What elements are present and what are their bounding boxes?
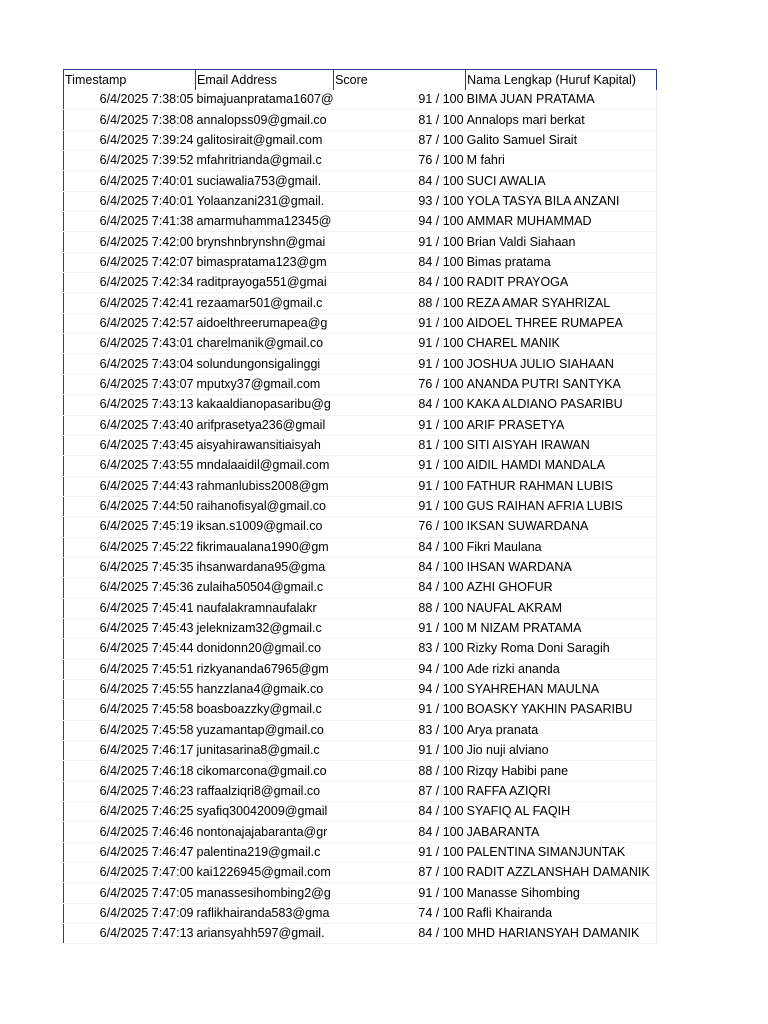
header-timestamp[interactable]: Timestamp: [64, 70, 196, 91]
header-email[interactable]: Email Address: [196, 70, 334, 91]
name-cell[interactable]: Rafli Khairanda: [466, 903, 657, 923]
score-cell[interactable]: 94 / 100: [334, 212, 466, 232]
email-cell[interactable]: aidoelthreerumapea@g: [196, 313, 334, 333]
name-cell[interactable]: IHSAN WARDANA: [466, 557, 657, 577]
score-cell[interactable]: 81 / 100: [334, 435, 466, 455]
table-row: [64, 293, 657, 313]
timestamp-cell[interactable]: 6/4/2025 7:45:43: [64, 618, 196, 638]
name-cell[interactable]: Annalops mari berkat: [466, 110, 657, 130]
email-cell[interactable]: syafiq30042009@gmail: [196, 802, 334, 822]
name-cell[interactable]: SITI AISYAH IRAWAN: [466, 435, 657, 455]
timestamp-cell[interactable]: 6/4/2025 7:43:55: [64, 456, 196, 476]
score-cell[interactable]: 84 / 100: [334, 802, 466, 822]
timestamp-cell[interactable]: 6/4/2025 7:42:41: [64, 293, 196, 313]
score-cell[interactable]: 81 / 100: [334, 110, 466, 130]
header-score[interactable]: Score: [334, 70, 466, 91]
timestamp-cell[interactable]: 6/4/2025 7:44:50: [64, 496, 196, 516]
name-cell[interactable]: ANANDA PUTRI SANTYKA: [466, 374, 657, 394]
timestamp-cell[interactable]: 6/4/2025 7:39:24: [64, 130, 196, 150]
score-cell[interactable]: 91 / 100: [334, 618, 466, 638]
score-cell[interactable]: 88 / 100: [334, 761, 466, 781]
email-cell[interactable]: aisyahirawansitiaisyah: [196, 435, 334, 455]
timestamp-cell[interactable]: 6/4/2025 7:41:38: [64, 212, 196, 232]
score-cell[interactable]: 84 / 100: [334, 252, 466, 272]
email-cell[interactable]: mfahritrianda@gmail.c: [196, 151, 334, 171]
score-cell[interactable]: 88 / 100: [334, 293, 466, 313]
name-cell[interactable]: IKSAN SUWARDANA: [466, 517, 657, 537]
timestamp-cell[interactable]: 6/4/2025 7:45:19: [64, 517, 196, 537]
name-cell[interactable]: BIMA JUAN PRATAMA: [466, 90, 657, 110]
name-cell[interactable]: Rizky Roma Doni Saragih: [466, 639, 657, 659]
table-row: [64, 476, 657, 496]
score-cell[interactable]: 83 / 100: [334, 720, 466, 740]
table-row: [64, 456, 657, 476]
name-cell[interactable]: ARIF PRASETYA: [466, 415, 657, 435]
table-row: [64, 924, 657, 944]
table-row: [64, 273, 657, 293]
name-cell[interactable]: AIDOEL THREE RUMAPEA: [466, 313, 657, 333]
timestamp-cell[interactable]: 6/4/2025 7:46:46: [64, 822, 196, 842]
timestamp-cell[interactable]: 6/4/2025 7:42:57: [64, 313, 196, 333]
email-cell[interactable]: junitasarina8@gmail.c: [196, 741, 334, 761]
email-cell[interactable]: boasboazzky@gmail.c: [196, 700, 334, 720]
timestamp-cell[interactable]: 6/4/2025 7:42:34: [64, 273, 196, 293]
timestamp-cell[interactable]: 6/4/2025 7:42:00: [64, 232, 196, 252]
email-cell[interactable]: raihanofisyal@gmail.co: [196, 496, 334, 516]
name-cell[interactable]: YOLA TASYA BILA ANZANI: [466, 191, 657, 211]
email-cell[interactable]: donidonn20@gmail.co: [196, 639, 334, 659]
name-cell[interactable]: M NIZAM PRATAMA: [466, 618, 657, 638]
email-cell[interactable]: solundungonsigalinggi: [196, 354, 334, 374]
score-cell[interactable]: 76 / 100: [334, 374, 466, 394]
name-cell[interactable]: GUS RAIHAN AFRIA LUBIS: [466, 496, 657, 516]
timestamp-cell[interactable]: 6/4/2025 7:46:23: [64, 781, 196, 801]
email-cell[interactable]: nontonajajabaranta@gr: [196, 822, 334, 842]
table-row: [64, 151, 657, 171]
name-cell[interactable]: SYAFIQ AL FAQIH: [466, 802, 657, 822]
timestamp-cell[interactable]: 6/4/2025 7:43:13: [64, 395, 196, 415]
score-cell[interactable]: 91 / 100: [334, 415, 466, 435]
score-cell[interactable]: 84 / 100: [334, 578, 466, 598]
email-cell[interactable]: kakaaldianopasaribu@g: [196, 395, 334, 415]
email-cell[interactable]: charelmanik@gmail.co: [196, 334, 334, 354]
score-cell[interactable]: 94 / 100: [334, 659, 466, 679]
table-row: [64, 374, 657, 394]
email-cell[interactable]: rahmanlubiss2008@gm: [196, 476, 334, 496]
table-row: [64, 659, 657, 679]
email-cell[interactable]: raditprayoga551@gmai: [196, 273, 334, 293]
table-row: [64, 90, 657, 110]
name-cell[interactable]: Fikri Maulana: [466, 537, 657, 557]
email-cell[interactable]: hanzzlana4@gmaik.co: [196, 679, 334, 699]
email-cell[interactable]: naufalakramnaufalakr: [196, 598, 334, 618]
score-cell[interactable]: 91 / 100: [334, 90, 466, 110]
email-cell[interactable]: zulaiha50504@gmail.c: [196, 578, 334, 598]
timestamp-cell[interactable]: 6/4/2025 7:43:40: [64, 415, 196, 435]
email-cell[interactable]: amarmuhamma12345@: [196, 212, 334, 232]
score-cell[interactable]: 91 / 100: [334, 232, 466, 252]
email-cell[interactable]: mndalaaidil@gmail.com: [196, 456, 334, 476]
email-cell[interactable]: palentina219@gmail.c: [196, 842, 334, 862]
table-row: [64, 334, 657, 354]
name-cell[interactable]: PALENTINA SIMANJUNTAK: [466, 842, 657, 862]
email-cell[interactable]: mputxy37@gmail.com: [196, 374, 334, 394]
table-row: [64, 496, 657, 516]
table-row: [64, 354, 657, 374]
email-cell[interactable]: yuzamantap@gmail.co: [196, 720, 334, 740]
timestamp-cell[interactable]: 6/4/2025 7:45:55: [64, 679, 196, 699]
table-row: [64, 191, 657, 211]
email-cell[interactable]: fikrimaualana1990@gm: [196, 537, 334, 557]
email-cell[interactable]: bimaspratama123@gm: [196, 252, 334, 272]
table-row: [64, 557, 657, 577]
score-cell[interactable]: 91 / 100: [334, 476, 466, 496]
email-cell[interactable]: suciawalia753@gmail.: [196, 171, 334, 191]
table-row: [64, 842, 657, 862]
table-row: [64, 110, 657, 130]
timestamp-cell[interactable]: 6/4/2025 7:46:18: [64, 761, 196, 781]
score-cell[interactable]: 84 / 100: [334, 557, 466, 577]
name-cell[interactable]: AMMAR MUHAMMAD: [466, 212, 657, 232]
score-cell[interactable]: 91 / 100: [334, 313, 466, 333]
email-cell[interactable]: brynshnbrynshn@gmai: [196, 232, 334, 252]
name-cell[interactable]: RADIT PRAYOGA: [466, 273, 657, 293]
table-row: [64, 802, 657, 822]
name-cell[interactable]: Brian Valdi Siahaan: [466, 232, 657, 252]
name-cell[interactable]: Jio nuji alviano: [466, 741, 657, 761]
timestamp-cell[interactable]: 6/4/2025 7:38:05: [64, 90, 196, 110]
score-cell[interactable]: 91 / 100: [334, 883, 466, 903]
score-cell[interactable]: 74 / 100: [334, 903, 466, 923]
score-cell[interactable]: 87 / 100: [334, 130, 466, 150]
name-cell[interactable]: RAFFA AZIQRI: [466, 781, 657, 801]
email-cell[interactable]: jeleknizam32@gmail.c: [196, 618, 334, 638]
table-row: [64, 639, 657, 659]
email-cell[interactable]: cikomarcona@gmail.co: [196, 761, 334, 781]
email-cell[interactable]: ihsanwardana95@gma: [196, 557, 334, 577]
table-row: [64, 435, 657, 455]
score-cell[interactable]: 91 / 100: [334, 496, 466, 516]
table-row: [64, 822, 657, 842]
timestamp-cell[interactable]: 6/4/2025 7:44:43: [64, 476, 196, 496]
name-cell[interactable]: RADIT AZZLANSHAH DAMANIK: [466, 863, 657, 883]
timestamp-cell[interactable]: 6/4/2025 7:47:05: [64, 883, 196, 903]
name-cell[interactable]: Rizqy Habibi pane: [466, 761, 657, 781]
table-row: [64, 741, 657, 761]
name-cell[interactable]: SUCI AWALIA: [466, 171, 657, 191]
timestamp-cell[interactable]: 6/4/2025 7:45:58: [64, 700, 196, 720]
table-row: [64, 679, 657, 699]
timestamp-cell[interactable]: 6/4/2025 7:47:09: [64, 903, 196, 923]
table-row: [64, 415, 657, 435]
timestamp-cell[interactable]: 6/4/2025 7:47:00: [64, 863, 196, 883]
timestamp-cell[interactable]: 6/4/2025 7:45:51: [64, 659, 196, 679]
timestamp-cell[interactable]: 6/4/2025 7:45:44: [64, 639, 196, 659]
timestamp-cell[interactable]: 6/4/2025 7:47:13: [64, 924, 196, 944]
score-cell[interactable]: 84 / 100: [334, 924, 466, 944]
name-cell[interactable]: JOSHUA JULIO SIAHAAN: [466, 354, 657, 374]
name-cell[interactable]: KAKA ALDIANO PASARIBU: [466, 395, 657, 415]
email-cell[interactable]: bimajuanpratama1607@: [196, 90, 334, 110]
score-cell[interactable]: 91 / 100: [334, 354, 466, 374]
name-cell[interactable]: Arya pranata: [466, 720, 657, 740]
score-cell[interactable]: 87 / 100: [334, 863, 466, 883]
timestamp-cell[interactable]: 6/4/2025 7:43:01: [64, 334, 196, 354]
score-cell[interactable]: 84 / 100: [334, 395, 466, 415]
name-cell[interactable]: JABARANTA: [466, 822, 657, 842]
table-row: [64, 395, 657, 415]
email-cell[interactable]: ariansyahh597@gmail.: [196, 924, 334, 944]
table-row: [64, 761, 657, 781]
score-cell[interactable]: 87 / 100: [334, 781, 466, 801]
table-row: [64, 578, 657, 598]
score-cell[interactable]: 83 / 100: [334, 639, 466, 659]
score-cell[interactable]: 91 / 100: [334, 741, 466, 761]
timestamp-cell[interactable]: 6/4/2025 7:39:52: [64, 151, 196, 171]
table-row: [64, 700, 657, 720]
score-cell[interactable]: 93 / 100: [334, 191, 466, 211]
table-row: [64, 883, 657, 903]
email-cell[interactable]: manassesihombing2@g: [196, 883, 334, 903]
header-row: [64, 70, 657, 91]
table-row: [64, 517, 657, 537]
timestamp-cell[interactable]: 6/4/2025 7:46:17: [64, 741, 196, 761]
name-cell[interactable]: Galito Samuel Sirait: [466, 130, 657, 150]
name-cell[interactable]: Manasse Sihombing: [466, 883, 657, 903]
score-cell[interactable]: 84 / 100: [334, 171, 466, 191]
score-cell[interactable]: 76 / 100: [334, 151, 466, 171]
response-sheet: [63, 69, 657, 944]
email-cell[interactable]: arifprasetya236@gmail: [196, 415, 334, 435]
timestamp-cell[interactable]: 6/4/2025 7:43:04: [64, 354, 196, 374]
name-cell[interactable]: MHD HARIANSYAH DAMANIK: [466, 924, 657, 944]
email-cell[interactable]: raffaalziqri8@gmail.co: [196, 781, 334, 801]
score-cell[interactable]: 84 / 100: [334, 537, 466, 557]
score-cell[interactable]: 91 / 100: [334, 842, 466, 862]
timestamp-cell[interactable]: 6/4/2025 7:45:22: [64, 537, 196, 557]
timestamp-cell[interactable]: 6/4/2025 7:40:01: [64, 191, 196, 211]
score-cell[interactable]: 91 / 100: [334, 456, 466, 476]
timestamp-cell[interactable]: 6/4/2025 7:45:36: [64, 578, 196, 598]
timestamp-cell[interactable]: 6/4/2025 7:40:01: [64, 171, 196, 191]
name-cell[interactable]: BOASKY YAKHIN PASARIBU: [466, 700, 657, 720]
timestamp-cell[interactable]: 6/4/2025 7:43:07: [64, 374, 196, 394]
score-cell[interactable]: 76 / 100: [334, 517, 466, 537]
name-cell[interactable]: FATHUR RAHMAN LUBIS: [466, 476, 657, 496]
email-cell[interactable]: rizkyananda67965@gm: [196, 659, 334, 679]
email-cell[interactable]: annalopss09@gmail.co: [196, 110, 334, 130]
email-cell[interactable]: kai1226945@gmail.com: [196, 863, 334, 883]
score-cell[interactable]: 91 / 100: [334, 334, 466, 354]
table-row: [64, 903, 657, 923]
timestamp-cell[interactable]: 6/4/2025 7:45:35: [64, 557, 196, 577]
table-row: [64, 618, 657, 638]
table-row: [64, 781, 657, 801]
name-cell[interactable]: REZA AMAR SYAHRIZAL: [466, 293, 657, 313]
name-cell[interactable]: Bimas pratama: [466, 252, 657, 272]
table-row: [64, 212, 657, 232]
name-cell[interactable]: CHAREL MANIK: [466, 334, 657, 354]
email-cell[interactable]: iksan.s1009@gmail.co: [196, 517, 334, 537]
name-cell[interactable]: AIDIL HAMDI MANDALA: [466, 456, 657, 476]
timestamp-cell[interactable]: 6/4/2025 7:46:47: [64, 842, 196, 862]
header-full-name[interactable]: Nama Lengkap (Huruf Kapital): [466, 70, 657, 91]
response-rows: [64, 90, 657, 944]
table-row: [64, 537, 657, 557]
email-cell[interactable]: galitosirait@gmail.com: [196, 130, 334, 150]
name-cell[interactable]: M fahri: [466, 151, 657, 171]
table-row: [64, 598, 657, 618]
score-cell[interactable]: 94 / 100: [334, 679, 466, 699]
table-row: [64, 252, 657, 272]
name-cell[interactable]: SYAHREHAN MAULNA: [466, 679, 657, 699]
timestamp-cell[interactable]: 6/4/2025 7:42:07: [64, 252, 196, 272]
email-cell[interactable]: raflikhairanda583@gma: [196, 903, 334, 923]
email-cell[interactable]: Yolaanzani231@gmail.: [196, 191, 334, 211]
timestamp-cell[interactable]: 6/4/2025 7:46:25: [64, 802, 196, 822]
timestamp-cell[interactable]: 6/4/2025 7:38:08: [64, 110, 196, 130]
table-row: [64, 720, 657, 740]
score-cell[interactable]: 91 / 100: [334, 700, 466, 720]
table-row: [64, 863, 657, 883]
table-row: [64, 313, 657, 333]
email-cell[interactable]: rezaamar501@gmail.c: [196, 293, 334, 313]
table-row: [64, 171, 657, 191]
score-cell[interactable]: 84 / 100: [334, 273, 466, 293]
name-cell[interactable]: NAUFAL AKRAM: [466, 598, 657, 618]
score-cell[interactable]: 84 / 100: [334, 822, 466, 842]
name-cell[interactable]: Ade rizki ananda: [466, 659, 657, 679]
timestamp-cell[interactable]: 6/4/2025 7:45:41: [64, 598, 196, 618]
table-row: [64, 232, 657, 252]
name-cell[interactable]: AZHI GHOFUR: [466, 578, 657, 598]
timestamp-cell[interactable]: 6/4/2025 7:43:45: [64, 435, 196, 455]
table-row: [64, 130, 657, 150]
timestamp-cell[interactable]: 6/4/2025 7:45:58: [64, 720, 196, 740]
score-cell[interactable]: 88 / 100: [334, 598, 466, 618]
